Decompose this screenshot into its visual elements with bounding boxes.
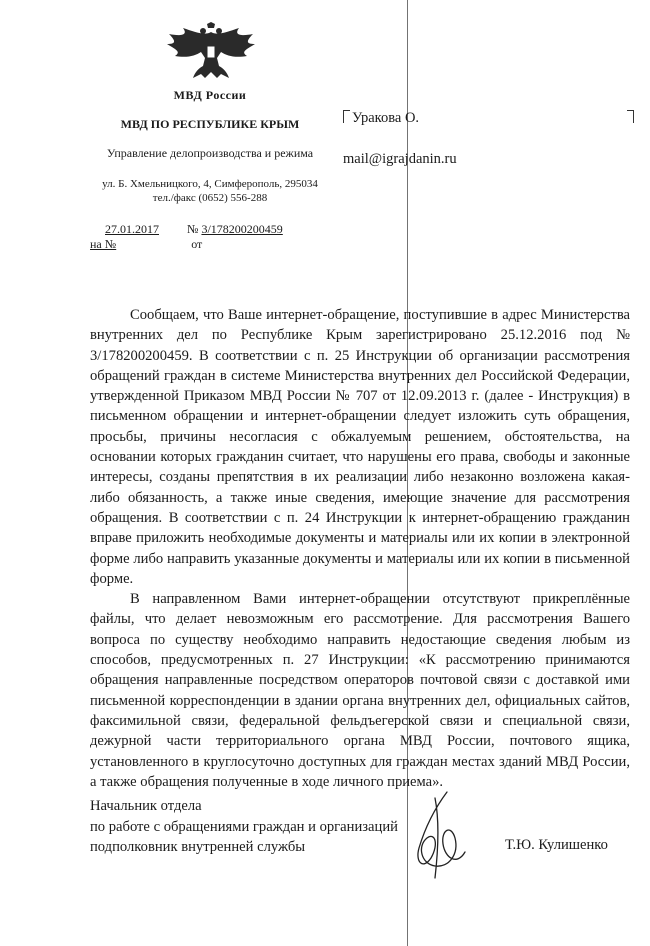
signer-position-line3: подполковник внутренней службы xyxy=(90,839,306,855)
letter-body xyxy=(90,305,630,792)
recipient-email: mail@igrajdanin.ru xyxy=(343,151,457,167)
body-paragraph: Сообщаем, что Ваше интернет-обращение, поступившие в адрес Министерства внутренних дел по Республике Крым зарегистрировано 25.12.2016 под № 3/178200200459. В соответствии с п. 25 Инструкции об организации рассмотрения обращений граждан в системе Министерства внутренних дел Российской Федерации, утвержденной Приказом МВД России № 707 от 12.09.2013 г. (далее - Инструкция) в письменном обращении и интернет-обращении следует изложить суть обращения, просьбы, причины несогласия с обжалуемым решением, обстоятельства, на основании которых гражданин считает, что нарушены его права, свободы и законные интересы, созданы препятствия в их реализации либо незаконно возложена какая-либо обязанность, а также иные сведения, имеющие значение для рассмотрения обращения. В соответствии с п. 24 Инструкции к интернет-обращению гражданин вправе приложить необходимые документы и материалы или их копии в электронной форме либо направить указанные документы и материалы или их копии в письменной форме. xyxy=(90,307,630,587)
outgoing-reference xyxy=(105,222,283,237)
recipient-bracket-right xyxy=(627,110,634,123)
signer-position-line2: по работе с обращениями граждан и организаций xyxy=(90,818,398,835)
from-label: от xyxy=(191,237,203,251)
recipient-bracket-left xyxy=(343,110,350,123)
double-headed-eagle-emblem-icon xyxy=(165,22,257,82)
ministry-phone: тел./факс (0652) 556-288 xyxy=(152,192,268,204)
regional-ministry-name: МВД ПО РЕСПУБЛИКЕ КРЫМ xyxy=(120,117,300,131)
department-name: Управление делопроизводства и режима xyxy=(106,146,314,160)
body-paragraph: В направленном Вами интернет-обращении отсутствуют прикреплённые файлы, что делает невозможным его рассмотрение. Для рассмотрения Вашего вопроса по существу необходимо направить недостающие сведения любым из способов, предусмотренных п. 27 Инструкции: «К рассмотрению принимаются обращения направленные посредством операторов почтовой связи с доставкой ими письменной корреспонденции в здании органа внутренних дел, официальных сайтов, факсимильной связи, федеральной фельдъегерской связи и специальной связи, дежурной части территориального органа МВД России, почтового ящика, установленного в круглосуточно доступных для граждан местах зданий МВД России, а также обращения полученные в ходе личного приема». xyxy=(90,591,630,790)
recipient-name: Уракова О. xyxy=(352,110,420,126)
handwritten-signature-icon xyxy=(405,788,475,883)
ministry-address: ул. Б. Хмельницкого, 4, Симферополь, 295034 xyxy=(102,178,318,190)
signer-name: Т.Ю. Кулишенко xyxy=(505,837,608,853)
outgoing-number: 3/178200200459 xyxy=(201,222,283,236)
outgoing-date: 27.01.2017 xyxy=(105,222,159,236)
signer-position-line1: Начальник отдела xyxy=(90,798,202,814)
reply-reference xyxy=(90,237,315,252)
number-label: № xyxy=(187,222,199,236)
signature-block xyxy=(90,796,398,858)
reply-to-label: на № xyxy=(90,237,117,251)
ministry-name: МВД России xyxy=(173,88,247,102)
